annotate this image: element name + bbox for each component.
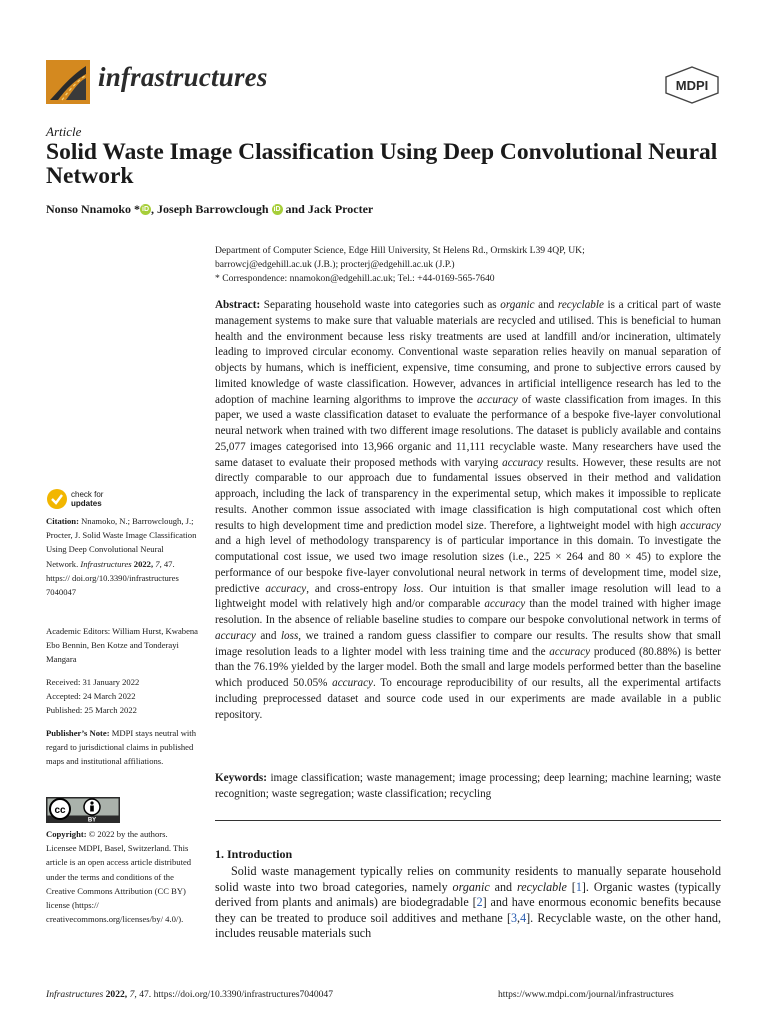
footer-citation: [46, 989, 333, 1000]
reference-link[interactable]: 4: [520, 910, 527, 925]
reference-link[interactable]: 1: [575, 879, 582, 894]
intro-text: Solid waste management typically relies on community residents to manually separate household solid waste into two broad categories, namely: [215, 864, 721, 894]
accepted-date: Accepted: 24 March 2022: [46, 691, 136, 702]
keywords: [215, 771, 721, 803]
intro-text: [: [566, 879, 576, 894]
abstract-text: , and cross-entropy: [306, 582, 404, 595]
copyright-text: © 2022 by the authors. Licensee MDPI, Basel, Switzerland. This article is an open access article distributed under the terms and conditions of the Creative Commons Attribution (CC BY) license (https:// creativecommons.org/licenses/by/ 4.0/).: [46, 829, 192, 925]
abstract-term: accuracy: [502, 456, 543, 469]
article-type: Article: [46, 124, 82, 139]
abstract-text: and: [255, 629, 281, 642]
mdpi-logo-icon: [664, 66, 720, 104]
footer-volume: 7: [129, 989, 135, 1000]
copyright-label: Copyright:: [46, 829, 87, 839]
publisher-note: [46, 726, 198, 769]
citation-doi[interactable]: , 47. https:// doi.org/10.3390/infrastructures 7040047: [46, 558, 179, 598]
cc-by-license-icon[interactable]: [46, 797, 120, 823]
abstract-term: organic: [500, 299, 535, 311]
abstract-text: produced (80.88%) is better than the 76.19% yielded by the larger model. Both the small and large models performed better than the baseline which produced 50.05%: [215, 645, 721, 689]
footer-journal: Infrastructures: [46, 989, 104, 1000]
cc-badge-text: cc: [54, 805, 66, 816]
intro-text: ,: [517, 910, 521, 925]
abstract-term: accuracy: [549, 645, 591, 658]
citation-text: Nnamoko, N.; Barrowclough, J.; Procter, J. Solid Waste Image Classification Using Deep Convolutional Neural Network.: [46, 516, 197, 569]
abstract-text: than the model trained with higher image resolution. In the absence of reliable baseline studies to compare our bespoke convolutional network in terms of: [215, 598, 721, 626]
orcid-icon[interactable]: iD: [142, 206, 150, 213]
author-1: Nonso Nnamoko *: [46, 202, 141, 216]
abstract-text: Separating household waste into categories such as: [260, 299, 501, 311]
section-divider: [215, 820, 721, 821]
intro-text: ]. Organic wastes (typically derived from plants and animals) are biodegradable [: [215, 879, 721, 910]
abstract-text: , we trained a random guess classifier to compare our results. The results show that small image resolution leads to a lighter model with less training time and the: [215, 629, 722, 658]
check-updates-line1: check for: [71, 490, 104, 499]
intro-term: recyclable: [516, 879, 567, 894]
abstract-label: Abstract:: [215, 299, 261, 311]
correspondence: * Correspondence: nnamokon@edgehill.ac.uk; Tel.: +44-0169-565-7640: [215, 273, 495, 284]
abstract-term: accuracy: [265, 582, 307, 595]
abstract-term: accuracy: [484, 598, 526, 611]
abstract-term: loss: [403, 582, 421, 595]
abstract-term: accuracy: [332, 677, 373, 689]
abstract-text: . Our intuition is that smaller image resolution will lead to a lightweight model with relatively high and/or comparable: [215, 582, 721, 611]
check-updates-line2: updates: [71, 499, 102, 508]
publisher-note-text: MDPI stays neutral with regard to jurisdictional claims in published maps and institutional affiliations.: [46, 728, 196, 767]
article-title: Solid Waste Image Classification Using Deep Convolutional Neural Network: [46, 139, 718, 189]
check-for-updates-button[interactable]: [46, 488, 166, 512]
affiliation-line: Department of Computer Science, Edge Hill University, St Helens Rd., Ormskirk L39 4QP, UK;: [215, 245, 585, 256]
check-updates-icon: [46, 488, 68, 510]
intro-text: ] and have enormous economic benefits because they can be treated to produce soil additives and methane [: [215, 895, 721, 925]
publisher-note-label: Publisher’s Note:: [46, 728, 110, 738]
received-date: Received: 31 January 2022: [46, 677, 140, 687]
abstract-text: and: [534, 299, 558, 311]
author-2: , Joseph Barrowclough: [151, 202, 269, 216]
abstract-term: accuracy: [215, 629, 256, 642]
reference-link[interactable]: 2: [476, 895, 483, 910]
orcid-icon[interactable]: iD: [273, 206, 281, 213]
introduction-paragraph: [215, 864, 721, 942]
abstract-text: . To encourage reproducibility of our results, all the experimental artifacts including preprocessed dataset and source code used in our experiments are made available in a public repository.: [215, 677, 721, 721]
intro-text: ]. Recyclable waste, on the other hand, includes reusable materials such: [215, 910, 721, 941]
academic-editors: Academic Editors: William Hurst, Kwabena Ebo Bennin, Ben Kotze and Tonderayi Mangara: [46, 626, 198, 665]
footer-journal-url[interactable]: https://www.mdpi.com/journal/infrastructures: [498, 989, 674, 1000]
abstract-text: and a high level of methodology transparency is of particular importance in this domain. To investigate the computational cost issue, we used two image resolution sizes (i.e., 225 × 264 and 80 × 45) to explore the performance of our bespoke five-layer convolutional neural network in terms of development time, model size, predictive: [215, 535, 721, 595]
citation-year: 2022,: [131, 558, 156, 569]
copyright-notice: [46, 827, 198, 926]
abstract-text: results. However, these results are not directly comparable to our approach due to fundamental issues observed in their method and validation approach, including the lack of transparency in the experimental setup, which makes it impossible to replicate results. Another common issue associated with image classification is high computational cost which often results to high development time and prediction model size. Therefore, a lightweight model with high: [215, 456, 721, 532]
keywords-text: image classification; waste management; image processing; deep learning; machine learning; waste recognition; waste segregation; waste classification; recycling: [215, 772, 721, 800]
affiliations: [215, 244, 735, 286]
reference-link[interactable]: 3: [511, 910, 518, 925]
introduction-body: [215, 864, 721, 942]
abstract-term: accuracy: [477, 393, 518, 406]
footer-year: 2022,: [103, 989, 130, 1000]
journal-name: infrastructures: [98, 62, 268, 92]
dates-block: [46, 675, 198, 718]
abstract-term: accuracy: [680, 519, 721, 532]
section-heading-introduction: 1. Introduction: [215, 847, 293, 861]
abstract-text: of waste classification from images. In this paper, we used a waste classification dataset to evaluate the performance of a bespoke five-layer convolutional neural network when trained with two different image resolutions. The dataset is publicly available and contains 25,077 images categorised into 13,966 organic and 11,111 recyclable waste. Many researchers have used the same dataset to evaluate their proposed methods with varying: [215, 393, 722, 469]
intro-text: and: [489, 879, 517, 894]
journal-logo-icon: [46, 60, 90, 104]
affiliation-emails: barrowcj@edgehill.ac.uk (J.B.); procterj@edgehill.ac.uk (J.P.): [215, 259, 455, 270]
citation-label: Citation:: [46, 516, 79, 526]
citation-volume: 7: [155, 558, 160, 569]
by-badge-text: BY: [87, 817, 97, 823]
abstract-term: loss: [280, 629, 299, 642]
author-3: and Jack Procter: [282, 202, 374, 216]
published-date: Published: 25 March 2022: [46, 705, 137, 716]
footer-doi[interactable]: , 47. https://doi.org/10.3390/infrastructures7040047: [134, 989, 334, 1000]
mdpi-logo-text: MDPI: [675, 78, 709, 93]
citation-journal: Infrastructures: [80, 558, 132, 569]
citation-block: [46, 514, 198, 599]
abstract-text: is a critical part of waste management systems to make sure that valuable materials are recycled and utilised. This is beneficial to human health and the environment because less risky treatments are used at landfill and/or incineration, ultimately leading to improved circular economy. Conventional waste separation relies heavily on manual separation of objects by humans, which is inefficient, expensive, time consuming, and prone to subjective errors caused by limited knowledge of waste classification. However, advances in artificial intelligence research has led to the adoption of machine learning algorithms to improve the: [215, 299, 721, 406]
author-list: [46, 202, 373, 217]
abstract-term: recyclable: [557, 299, 604, 311]
keywords-label: Keywords:: [215, 772, 267, 784]
abstract: [215, 298, 721, 723]
intro-term: organic: [452, 879, 490, 894]
